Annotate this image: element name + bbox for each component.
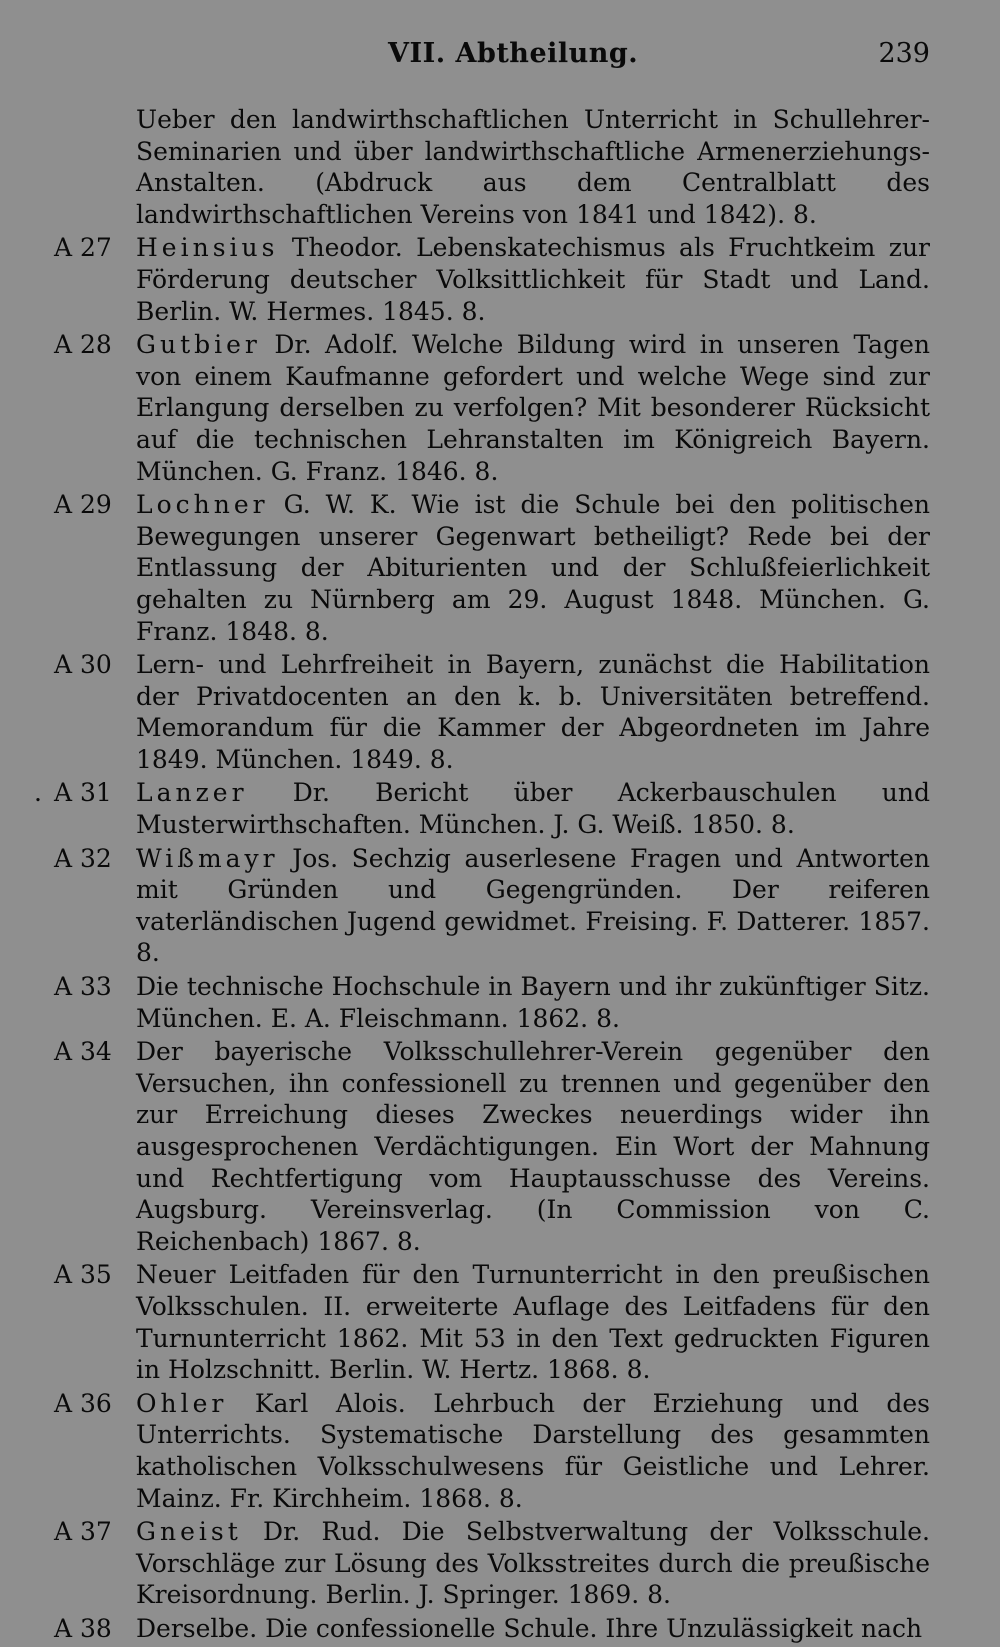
bibliography-list: [0, 104, 1000, 1647]
entry-code: A 32: [54, 843, 112, 873]
list-item: [0, 843, 1000, 969]
list-item: [0, 104, 1000, 230]
list-item: [0, 649, 1000, 775]
entry-author: Wißmayr: [136, 843, 279, 873]
entry-text: Lochner G. W. K. Wie ist die Schule bei den politischen Bewegungen unserer Gegenwart betheiligt? Rede bei der Entlassung der Abiturienten und der Schlußfeierlichkeit gehalten zu Nürnberg am 29. August 1848. München. G. Franz. 1848. 8.: [136, 490, 930, 646]
list-item: [0, 329, 1000, 487]
entry-text: Ohler Karl Alois. Lehrbuch der Erziehung und des Unterrichts. Systematische Darstellung des gesammten katholischen Volksschulwesens für Geistliche und Lehrer. Mainz. Fr. Kirchheim. 1868. 8.: [136, 1388, 930, 1513]
entry-code: A 27: [54, 233, 112, 263]
list-item: [0, 971, 1000, 1034]
list-item: [0, 1388, 1000, 1514]
list-item: [0, 232, 1000, 327]
entry-text: Die technische Hochschule in Bayern und ihr zukünftiger Sitz. München. E. A. Fleischmann. 1862. 8.: [136, 972, 930, 1033]
list-item: [0, 1259, 1000, 1385]
entry-text: Heinsius Theodor. Lebenskatechismus als Fruchtkeim zur Förderung deutscher Volksittlichkeit für Stadt und Land. Berlin. W. Hermes. 1845. 8.: [136, 233, 930, 326]
entry-code: A 36: [54, 1388, 112, 1418]
entry-text: Lern- und Lehrfreiheit in Bayern, zunächst die Habilitation der Privatdocenten an den k. b. Universitäten betreffend. Memorandum für die Kammer der Abgeordneten im Jahre 1849. München. 1849. 8.: [136, 650, 930, 774]
page-number: 239: [878, 38, 930, 69]
entry-author: Lochner: [136, 490, 269, 520]
entry-text: Ueber den landwirthschaftlichen Unterricht in Schullehrer-Seminarien und über landwirthschaftliche Armenerziehungs-Anstalten. (Abdruck aus dem Centralblatt des landwirthschaftlichen Vereins von 1841 und 1842). 8.: [136, 105, 930, 229]
list-item: [0, 489, 1000, 647]
page-header: [0, 38, 1000, 78]
entry-text: Neuer Leitfaden für den Turnunterricht in den preußischen Volksschulen. II. erweiterte Auflage des Leitfadens für den Turnunterricht 1862. Mit 53 in den Text gedruckten Figuren in Holzschnitt. Berlin. W. Hertz. 1868. 8.: [136, 1260, 930, 1385]
list-item: [0, 1036, 1000, 1257]
chapter-title: VII. Abtheilung.: [388, 38, 639, 69]
entry-code: A 33: [54, 972, 112, 1002]
entry-author: Ohler: [136, 1388, 228, 1418]
entry-code: A 31: [54, 778, 112, 808]
entry-code: A 30: [54, 650, 112, 680]
entry-code: A 37: [54, 1517, 112, 1547]
entry-code: A 28: [54, 330, 112, 360]
entry-text: Gutbier Dr. Adolf. Welche Bildung wird in unseren Tagen von einem Kaufmanne gefordert und welche Wege sind zur Erlangung derselben zu verfolgen? Mit besonderer Rücksicht auf die technischen Lehranstalten im Königreich Bayern. München. G. Franz. 1846. 8.: [136, 330, 930, 486]
list-item: [0, 1516, 1000, 1611]
margin-mark: .: [34, 778, 42, 808]
entry-author: Lanzer: [136, 778, 248, 808]
entry-code: A 34: [54, 1037, 112, 1067]
entry-author: Gutbier: [136, 330, 261, 360]
entry-text: Der bayerische Volksschullehrer-Verein gegenüber den Versuchen, ihn confessionell zu trennen und gegenüber den zur Erreichung dieses Zweckes neuerdings wider ihn ausgesprochenen Verdächtigungen. Ein Wort der Mahnung und Rechtfertigung vom Hauptausschusse des Vereins. Augsburg. Vereinsverlag. (In Commission von C. Reichenbach) 1867. 8.: [136, 1037, 930, 1256]
entry-author: Gneist: [136, 1517, 242, 1547]
entry-text: Lanzer Dr. Bericht über Ackerbauschulen und Musterwirthschaften. München. J. G. Weiß. 1850. 8.: [136, 778, 930, 840]
entry-code: A 29: [54, 490, 112, 520]
list-item: [0, 1613, 1000, 1645]
entry-author: Heinsius: [136, 233, 279, 263]
entry-text: Wißmayr Jos. Sechzig auserlesene Fragen und Antworten mit Gründen und Gegengründen. Der reiferen vaterländischen Jugend gewidmet. Freising. F. Datterer. 1857. 8.: [136, 843, 930, 968]
entry-text: Gneist Dr. Rud. Die Selbstverwaltung der Volksschule. Vorschläge zur Lösung des Volksstreites durch die preußische Kreisordnung. Berlin. J. Springer. 1869. 8.: [136, 1517, 930, 1610]
entry-code: A 35: [54, 1260, 112, 1290]
entry-text: Derselbe. Die confessionelle Schule. Ihre Unzulässigkeit nach: [136, 1613, 923, 1643]
list-item: [0, 777, 1000, 840]
entry-code: A 38: [54, 1613, 112, 1643]
